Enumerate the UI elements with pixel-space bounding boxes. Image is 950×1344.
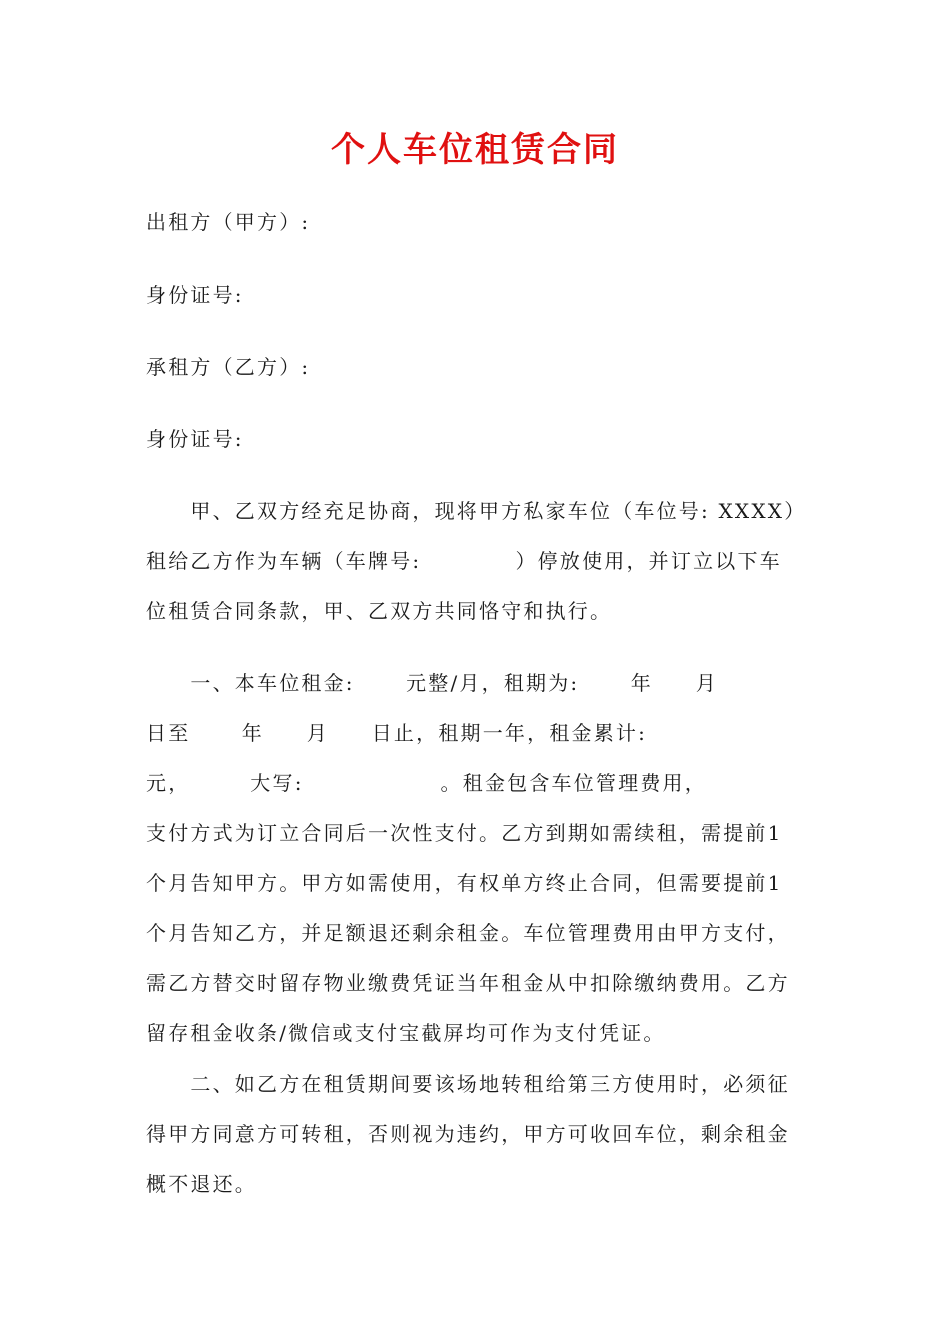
clause-1-line: 支付方式为订立合同后一次性支付。乙方到期如需续租，需提前1 [146,821,783,845]
intro-paragraph-line: 租给乙方作为车辆（车牌号: ）停放使用，并订立以下车 [146,549,782,573]
lessor-field-label: 出租方（甲方）: [146,210,311,234]
clause-1-line: 留存租金收条/微信或支付宝截屏均可作为支付凭证。 [146,1021,666,1045]
intro-paragraph-line: 甲、乙双方经充足协商，现将甲方私家车位（车位号: XXXX） [146,499,807,523]
lessor-id-field-label: 身份证号: [146,283,244,307]
document-title: 个人车位租赁合同 [331,130,619,170]
clause-1-line: 需乙方替交时留存物业缴费凭证当年租金从中扣除缴纳费用。乙方 [146,971,790,995]
clause-1-line: 日至 年 月 日止，租期一年，租金累计: [146,721,648,745]
clause-2-line: 概不退还。 [146,1172,257,1196]
clause-1-line: 个月告知乙方，并足额退还剩余租金。车位管理费用由甲方支付， [146,921,790,945]
clause-2-line: 得甲方同意方可转租，否则视为违约，甲方可收回车位，剩余租金 [146,1122,790,1146]
clause-1-line: 个月告知甲方。甲方如需使用，有权单方终止合同，但需要提前1 [146,871,783,895]
clause-1-line: 一、本车位租金: 元整/月，租期为: 年 月 [146,671,718,695]
lessee-id-field-label: 身份证号: [146,427,244,451]
clause-2-line: 二、如乙方在租赁期间要该场地转租给第三方使用时，必须征 [146,1072,790,1096]
intro-paragraph-line: 位租赁合同条款，甲、乙双方共同恪守和执行。 [146,599,613,623]
clause-1-line: 元， 大写: 。租金包含车位管理费用， [146,771,707,795]
lessee-field-label: 承租方（乙方）: [146,355,311,379]
